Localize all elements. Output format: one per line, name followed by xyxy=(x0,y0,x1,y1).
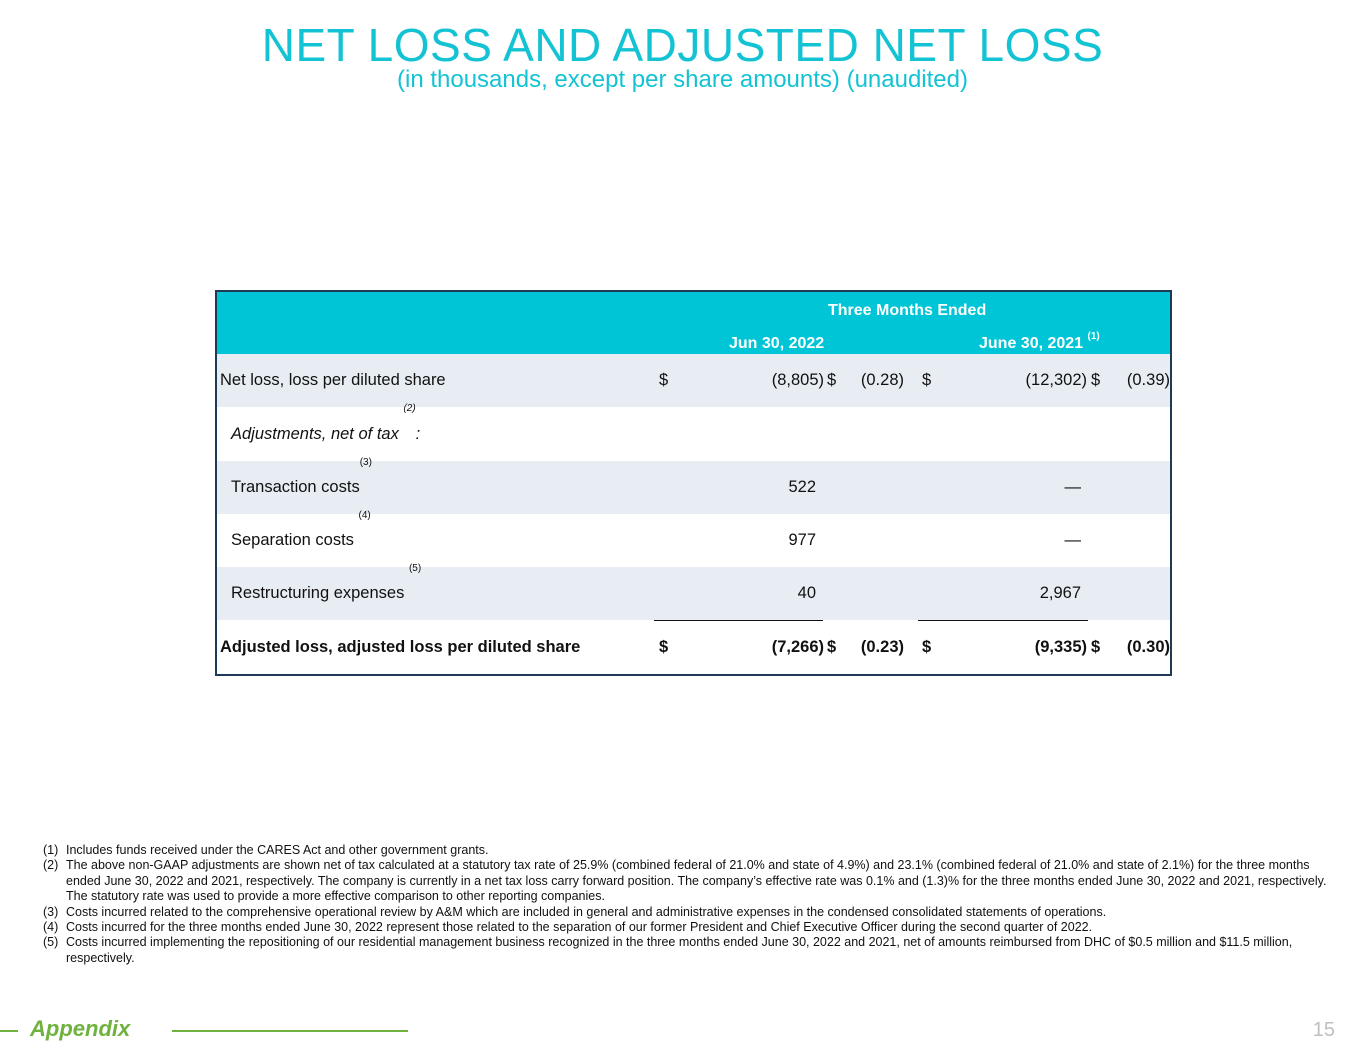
table-row-adjustments xyxy=(217,403,1170,461)
footnote: (5) Costs incurred implementing the repositioning of our residential management business recognized in the three months ended June 30, 2022 and 2021, net of amounts reimbursed from DHC of $0.5 million and $11.5 million, respectively. xyxy=(43,935,1293,965)
footnote: (2) The above non-GAAP adjustments are shown net of tax calculated at a statutory tax rate of 25.9% (combined federal of 21.0% and state of 4.9%) and 23.1% (combined federal of 21.0% and state of 2.1%) for the three months ended June 30, 2022 and 2021, respectively. The company is currently in a net tax loss carry forward position. The company’s effective rate was 0.1% and (1.3)% for the three months ended June 30, 2022 and 2021, respectively. The statutory rate was used to provide a more effective comparison to other reporting companies. xyxy=(43,858,1327,904)
per-share-2021: (0.30) xyxy=(1126,638,1170,656)
per-share-2021: (0.39) xyxy=(1126,371,1170,389)
value-2021: — xyxy=(1064,531,1081,549)
currency-symbol: $ xyxy=(1091,371,1101,389)
financial-table xyxy=(215,290,1172,676)
footer-rule-right xyxy=(172,1030,408,1032)
value-2022: 977 xyxy=(788,531,816,549)
row-label: Separation costs $^{(4)}$ xyxy=(231,510,371,549)
row-label: Transaction costs$^{(3)}$ xyxy=(231,457,372,496)
value-2021: (12,302) xyxy=(1025,371,1087,389)
footer-rule-left xyxy=(0,1030,18,1032)
value-2021: (9,335) xyxy=(1034,638,1087,656)
column-header-2021: June 30, 2021 $^{(1)}$ xyxy=(979,331,1100,352)
section-label: Appendix xyxy=(30,1016,131,1041)
value-2022: 40 xyxy=(797,584,816,602)
value-2021: — xyxy=(1064,478,1081,496)
page-number: 15 xyxy=(1312,1019,1335,1041)
footnotes xyxy=(43,843,1333,966)
value-2021: 2,967 xyxy=(1039,584,1081,602)
page-subtitle: (in thousands, except per share amounts) (unaudited) xyxy=(397,66,968,93)
table-row-adjusted-loss xyxy=(217,621,1170,674)
table-header xyxy=(217,292,1170,354)
currency-symbol: $ xyxy=(827,638,837,656)
period-label: Three Months Ended xyxy=(828,302,987,319)
currency-symbol: $ xyxy=(922,371,932,389)
per-share-2022: (0.28) xyxy=(860,371,904,389)
footnote: (4) Costs incurred for the three months ended June 30, 2022 represent those related to the separation of our former President and Chief Executive Officer during the second quarter of 2022. xyxy=(43,920,1093,935)
currency-symbol: $ xyxy=(1091,638,1101,656)
value-2022: (7,266) xyxy=(771,638,824,656)
value-2022: 522 xyxy=(788,478,816,496)
table-row-separation-costs xyxy=(217,510,1170,567)
row-label: Adjusted loss, adjusted loss per diluted share xyxy=(220,638,581,656)
page-title: NET LOSS AND ADJUSTED NET LOSS xyxy=(261,19,1104,71)
value-2022: (8,805) xyxy=(771,371,824,389)
footnote: (1) Includes funds received under the CARES Act and other government grants. xyxy=(43,843,489,857)
currency-symbol: $ xyxy=(922,638,932,656)
currency-symbol: $ xyxy=(659,371,669,389)
table-row-transaction-costs xyxy=(217,457,1170,514)
per-share-2022: (0.23) xyxy=(860,638,904,656)
table-row-restructuring xyxy=(217,563,1170,620)
footnote: (3) Costs incurred related to the comprehensive operational review by A&M which are included in general and administrative expenses in the condensed consolidated statements of operations. xyxy=(43,904,1107,919)
table-row-net-loss xyxy=(217,354,1170,407)
column-header-2022: Jun 30, 2022 xyxy=(729,335,825,352)
row-label: Net loss, loss per diluted share xyxy=(220,371,446,389)
row-label: Adjustments, net of tax $^{(2)}$: xyxy=(231,403,421,443)
currency-symbol: $ xyxy=(659,638,669,656)
row-label: Restructuring expenses $^{(5)}$ xyxy=(231,563,422,602)
currency-symbol: $ xyxy=(827,371,837,389)
